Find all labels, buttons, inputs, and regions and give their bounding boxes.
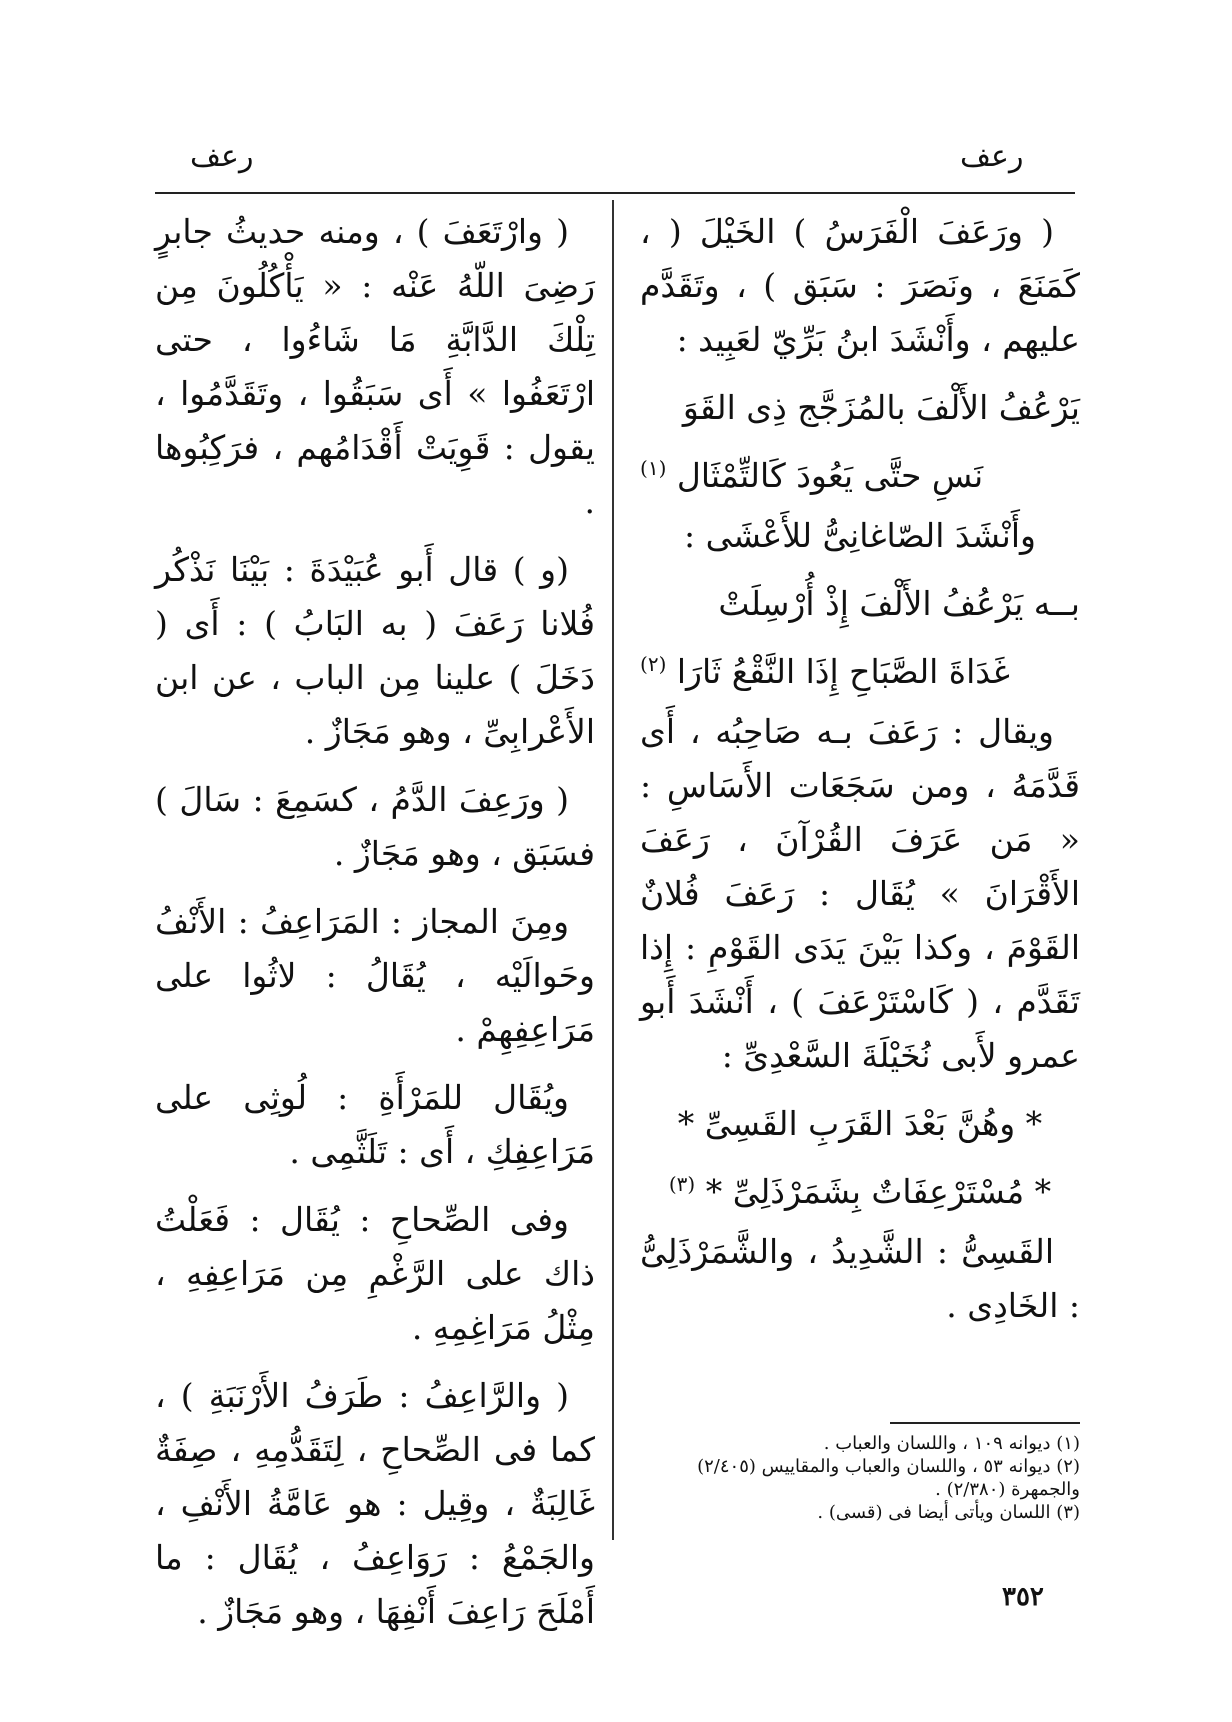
running-header-left: رعف <box>190 139 254 174</box>
paragraph: (و ) قال أَبو عُبَيْدَةَ : بَيْنَا نَذْكُر فُلانا رَعَفَ ( به البَابُ ) : أَى ( دَخَلَ ) علينا مِن الباب ، عن ابن الأَعْرابِىِّ ، وهو مَجَازٌ . <box>155 550 595 751</box>
paragraph: ( ورَعَفَ الْفَرَسُ ) الخَيْلَ ( ، كَمَنَعَ ، ونَصَرَ : سَبَق ) ، وتَقَدَّم عليهم ، وأَنْشَدَ ابنُ بَرِّيّ لعَبِيد : <box>640 212 1080 359</box>
paragraph: ويُقَال للمَرْأَةِ : لُوثِى على مَرَاعِفِكِ ، أَى : تَلَثَّمِى . <box>155 1078 595 1171</box>
paragraph: ومِنَ المجاز : المَرَاعِفُ : الأَنْفُ وحَوالَيْه ، يُقَالُ : لاثُوا على مَرَاعِفِهِمْ . <box>155 902 595 1049</box>
verse-hemistich <box>640 637 1080 699</box>
paragraph: ( وارْتَعَفَ ) ، ومنه حديثُ جابرٍ رَضِىَ اللّهُ عَنْه : « يَأْكُلُونَ مِن تِلْكَ الدَّابَّةِ مَا شَاءُوا ، حتى ارْتَعَفُوا » أَى سَبَقُوا ، وتَقَدَّمُوا ، يقول : قَوِيَتْ أَقْدَامُهم ، فرَكِبُوها . <box>155 212 595 521</box>
verse-text: نَسِ حتَّى يَعُودَ كَالتِّمْثَال <box>676 456 984 495</box>
running-header-right: رعف <box>960 139 1024 174</box>
rajaz-text: * مُسْتَرْعِفَاتٌ بِشَمَرْذَلِىِّ * <box>705 1172 1052 1211</box>
footnote-marker: (٢) <box>640 652 667 676</box>
paragraph: القَسِىُّ : الشَّدِيدُ ، والشَّمَرْذَلِىُّ : الخَادِى . <box>640 1232 1080 1325</box>
verse-hemistich: بــه يَرْعُفُ الأَلْفَ إِذْ أُرْسِلَتْ <box>718 584 1080 623</box>
page-number: ٣٥٢ <box>1002 1582 1044 1612</box>
rajaz-line <box>640 1157 1080 1219</box>
paragraph: وفى الصِّحاحِ : يُقَال : فَعَلْتُ ذاك على الرَّغْمِ مِن مَرَاعِفِهِ ، مِثْلُ مَرَاغِمِهِ . <box>155 1200 595 1347</box>
footnote-rule <box>890 1422 1080 1424</box>
footnote-marker: (٣) <box>668 1172 696 1196</box>
paragraph: ( والرَّاعِفُ : طَرَفُ الأَرْنَبَةِ ) ، كما فى الصِّحاحِ ، لِتَقَدُّمِهِ ، صِفَةٌ غَالِبَةٌ ، وقِيل : هو عَامَّةُ الأَنْفِ ، والجَمْعُ : رَوَاعِفُ ، يُقَال : ما أَمْلَحَ رَاعِفَ أَنْفِهَا ، وهو مَجَازٌ . <box>155 1376 595 1631</box>
paragraph: ويقال : رَعَفَ بـه صَاحِبُه ، أَى قَدَّمَهُ ، ومن سَجَعَات الأَسَاسِ : « مَن عَرَفَ القُرْآنَ ، رَعَفَ الأَقْرَانَ » يُقَال : رَعَفَ فُلانٌ القَوْمَ ، وكذا بَيْنَ يَدَى القَوْمِ : إِذا تَقَدَّم ، ( كَاسْتَرْعَفَ ) ، أَنْشَدَ أَبو عمرو لأَبى نُخَيْلَةَ السَّعْدِىِّ : <box>640 712 1080 1075</box>
footnote-marker: (١) <box>640 456 667 480</box>
paragraph: وأَنْشَدَ الصّاغانِىُّ للأَعْشَى : <box>684 516 1036 555</box>
left-column <box>155 205 595 1653</box>
verse-text: غَدَاةَ الصَّبَاحِ إِذَا النَّقْعُ ثَارَا <box>676 652 1010 691</box>
footnotes <box>640 1432 1080 1524</box>
footnote: (١) ديوانه ١٠٩ ، واللسان والعباب . <box>823 1433 1080 1454</box>
rajaz-line: * وهُنَّ بَعْدَ القَرَبِ القَسِىِّ * <box>677 1104 1043 1143</box>
verse-hemistich <box>640 441 1080 503</box>
paragraph: ( ورَعِفَ الدَّمُ ، كسَمِعَ : سَالَ ) فسَبَق ، وهو مَجَازٌ . <box>155 780 595 873</box>
header-rule <box>155 192 1075 194</box>
footnote: (٢) ديوانه ٥٣ ، واللسان والعباب والمقاييس (٢/٤٠٥) والجمهرة (٢/٣٨٠) . <box>697 1456 1080 1500</box>
footnote: (٣) اللسان ويأتى أيضا فى (قسى) . <box>817 1502 1080 1523</box>
right-column <box>640 205 1080 1347</box>
column-divider <box>612 200 614 1540</box>
verse-hemistich: يَرْعُفُ الأَلْفَ بالمُزَجَّج ذِى القَوَ <box>682 388 1080 427</box>
